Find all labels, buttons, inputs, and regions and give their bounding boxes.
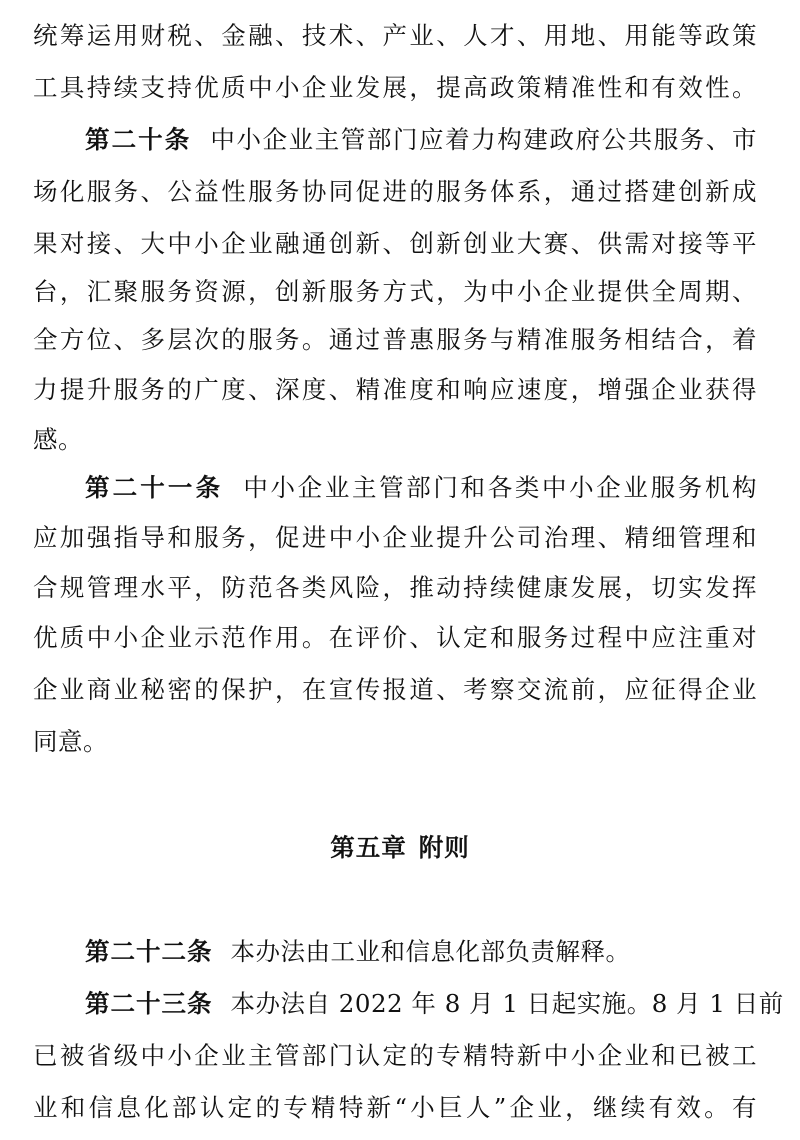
article-21-line-6: 同意。 (33, 727, 108, 756)
chapter-heading (0, 822, 800, 874)
article-20-line-3: 果对接、大中小企业融通创新、创新创业大赛、供需对接等平 (33, 229, 757, 258)
article-20-line-5: 全方位、多层次的服务。通过普惠服务与精准服务相结合，着 (33, 325, 757, 354)
article-23-first-line (85, 978, 784, 1030)
article-21-line-5: 企业商业秘密的保护，在宣传报道、考察交流前，应征得企业 (33, 675, 757, 704)
chapter-title: 附则 (418, 833, 470, 862)
article-20-line-2: 场化服务、公益性服务协同促进的服务体系，通过搭建创新成 (33, 177, 757, 206)
article-20-text-start: 中小企业主管部门应着力构建政府公共服务、市 (209, 125, 758, 154)
article-20-label: 第二十条 (85, 125, 192, 154)
article-21-text-start: 中小企业主管部门和各类中小企业服务机构 (241, 473, 758, 502)
article-22-label: 第二十二条 (85, 937, 213, 966)
article-23-text-start: 本办法自 2022 年 8 月 1 日起实施。8 月 1 日前 (230, 989, 784, 1018)
article-20-line-6: 力提升服务的广度、深度、精准度和响应速度，增强企业获得 (33, 375, 757, 404)
article-20-line-4: 台，汇聚服务资源，创新服务方式，为中小企业提供全周期、 (33, 277, 757, 306)
article-21-line-3: 合规管理水平，防范各类风险，推动持续健康发展，切实发挥 (33, 573, 757, 602)
article-21-label: 第二十一条 (85, 473, 224, 502)
article-21-line-2: 应加强指导和服务，促进中小企业提升公司治理、精细管理和 (33, 523, 757, 552)
article-20-first-line (85, 114, 757, 166)
article-22-first-line (85, 926, 757, 978)
article-23-line-2: 已被省级中小企业主管部门认定的专精特新中小企业和已被工 (33, 1041, 757, 1070)
article-22-text: 本办法由工业和信息化部负责解释。 (230, 937, 631, 966)
article-21-line-4: 优质中小企业示范作用。在评价、认定和服务过程中应注重对 (33, 623, 757, 652)
chapter-number: 第五章 (330, 833, 407, 862)
article-19-line-2: 工具持续支持优质中小企业发展，提高政策精准性和有效性。 (33, 73, 757, 102)
article-19-line-1: 统筹运用财税、金融、技术、产业、人才、用地、用能等政策 (33, 21, 757, 50)
article-21-first-line (85, 462, 757, 514)
article-23-line-3: 业和信息化部认定的专精特新“小巨人”企业，继续有效。有 (33, 1093, 757, 1122)
article-23-label: 第二十三条 (85, 989, 213, 1018)
article-20-line-7: 感。 (33, 425, 83, 454)
